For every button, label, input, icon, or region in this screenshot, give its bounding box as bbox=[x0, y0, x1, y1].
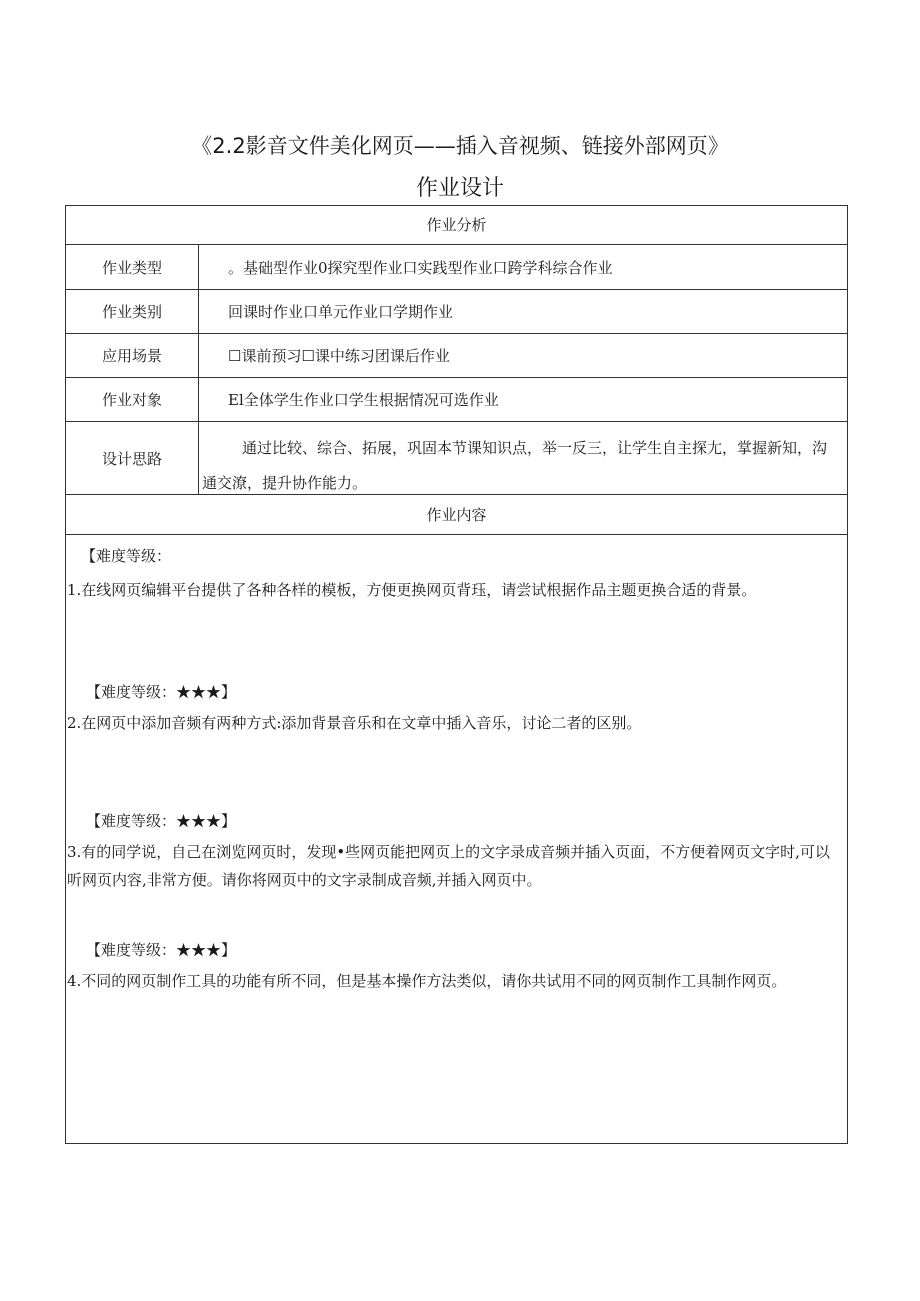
row-value: 通过比较、综合、拓展，巩固本节课知识点，举一反三，让学生自主探尢，掌握新知，沟通交潦，提升协作能力。 bbox=[202, 439, 828, 492]
task-item bbox=[66, 546, 847, 604]
row-label: 应用场景 bbox=[66, 334, 199, 377]
table-row-target-students bbox=[66, 378, 847, 422]
row-label: 作业类型 bbox=[66, 245, 199, 289]
document-subtitle: 作业设计 bbox=[415, 176, 504, 201]
table-row-assignment-category bbox=[66, 290, 847, 334]
row-label: 设计思路 bbox=[66, 422, 199, 494]
difficulty-level: 【难度等级： bbox=[81, 547, 172, 565]
table-row-design-idea bbox=[66, 422, 847, 495]
row-label: 作业类别 bbox=[66, 290, 199, 333]
table-row-application-scenario bbox=[66, 334, 847, 378]
difficulty-level: 【难度等级：★★★】 bbox=[86, 941, 237, 959]
content-section-title: 作业内容 bbox=[426, 506, 487, 524]
difficulty-level: 【难度等级：★★★】 bbox=[86, 812, 237, 830]
task-text: 1.在线网页编辑平台提供了各种各样的模板，方便更换网页背珏，请尝试根据作品主题更换合适的背景。 bbox=[67, 581, 757, 599]
difficulty-level: 【难度等级：★★★】 bbox=[86, 683, 237, 701]
content-body bbox=[66, 535, 847, 1143]
table-row-assignment-type bbox=[66, 245, 847, 290]
content-section-header bbox=[66, 495, 847, 535]
analysis-section-header bbox=[66, 206, 847, 245]
analysis-section-title: 作业分析 bbox=[426, 216, 487, 234]
row-label: 作业对象 bbox=[66, 378, 199, 421]
row-value: El全体学生作业口学生根据情况可选作业 bbox=[228, 391, 499, 409]
document-title: 《2.2影音文件美化网页——插入音视频、链接外部网页》 bbox=[191, 134, 729, 158]
task-item bbox=[66, 811, 847, 894]
row-value: 回课时作业口单元作业口学期作业 bbox=[228, 303, 454, 321]
task-text: 3.有的同学说，自己在浏览网页时，发现•些网页能把网页上的文字录成音频并插入页面，不方便着网页文字时,可以听网页内容,非常方便。请你将网页中的文字录制成音频,并插入网页中。 bbox=[67, 843, 830, 889]
assignment-table bbox=[65, 205, 848, 1144]
task-text: 2.在网页中添加音频有两种方式:添加背景音乐和在文章中插入音乐，讨论二者的区别。 bbox=[67, 714, 642, 732]
row-value: 。基础型作业0探究型作业口实践型作业口跨学科综合作业 bbox=[228, 258, 613, 277]
row-value: ☐课前预习☐课中练习团课后作业 bbox=[228, 347, 450, 365]
task-item bbox=[66, 682, 847, 737]
task-text: 4.不同的网页制作工具的功能有所不同，但是基本操作方法类似，请你共试用不同的网页制作工具制作网页。 bbox=[67, 972, 787, 990]
task-item bbox=[66, 940, 847, 995]
